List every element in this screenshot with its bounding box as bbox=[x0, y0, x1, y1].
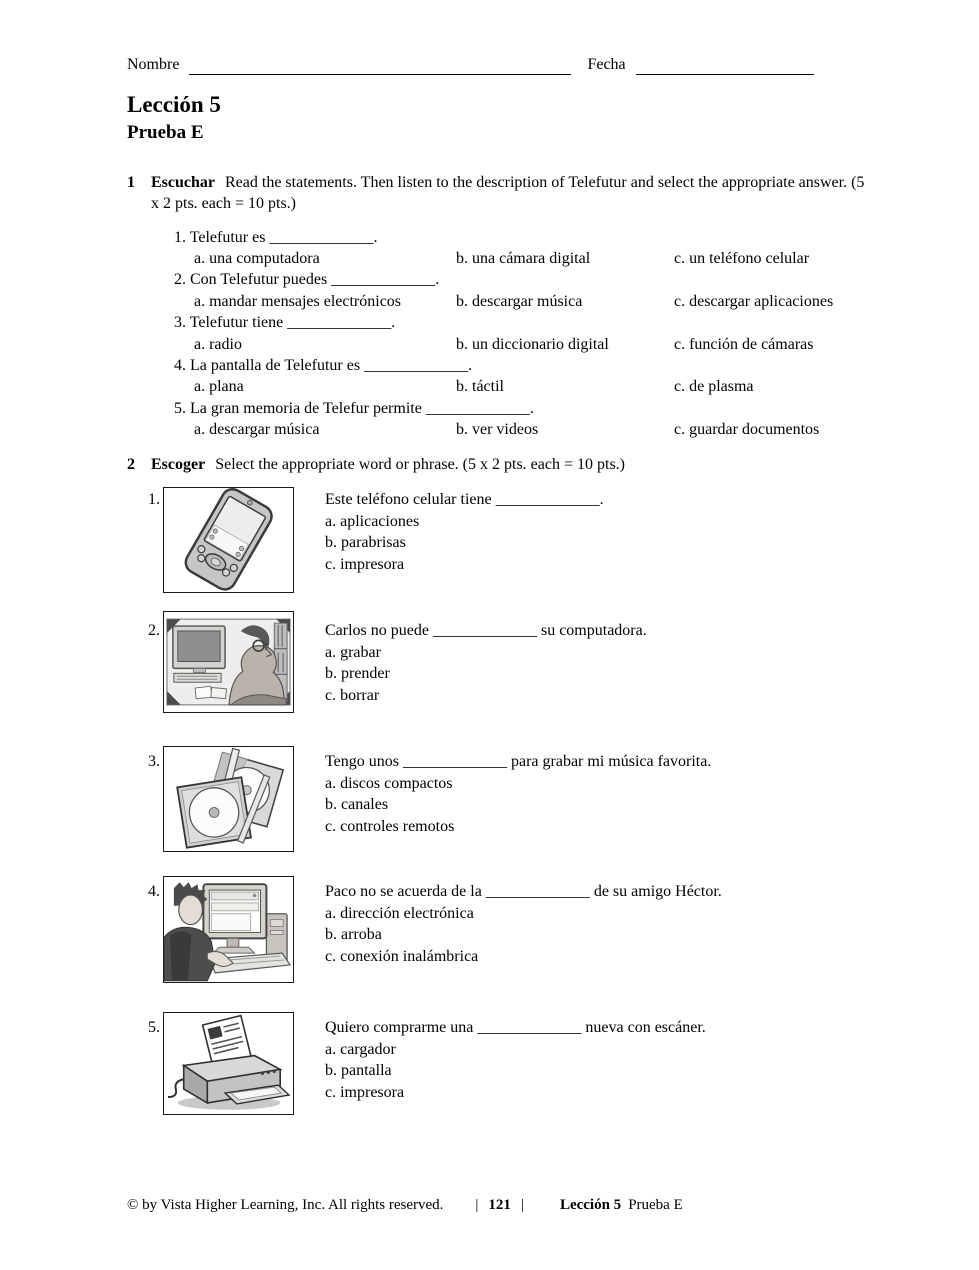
question-text: La pantalla de Telefutur es _____________. bbox=[190, 357, 473, 375]
name-blank-line bbox=[189, 59, 571, 75]
question-text: Telefutur tiene _____________. bbox=[189, 314, 396, 332]
option-a: a. descargar música bbox=[194, 421, 320, 439]
option-b: b. prender bbox=[325, 665, 390, 682]
section-escuchar bbox=[127, 172, 867, 441]
section-escoger bbox=[127, 454, 867, 475]
section-instructions bbox=[151, 454, 867, 475]
item-2-text bbox=[325, 620, 845, 706]
item-question: Quiero comprarme una _____________ nueva con escáner. bbox=[325, 1019, 706, 1036]
question-text: Telefutur es _____________. bbox=[189, 228, 378, 246]
question-text: Con Telefutur puedes _____________. bbox=[190, 271, 440, 289]
section-number: 2 bbox=[127, 456, 135, 473]
question-number: 1. bbox=[174, 228, 186, 246]
option-c: c. descargar aplicaciones bbox=[674, 292, 834, 310]
man-at-computer-image bbox=[163, 611, 294, 713]
person-typing-email-image bbox=[163, 876, 294, 983]
option-c: c. guardar documentos bbox=[674, 421, 820, 439]
footer-lesson-title: Lección 5 bbox=[559, 1197, 622, 1213]
question-4-options bbox=[174, 376, 867, 397]
compact-discs-image bbox=[163, 746, 294, 852]
item-number: 1. bbox=[148, 491, 160, 508]
name-date-row bbox=[127, 54, 827, 75]
person-typing-email-illustration bbox=[164, 877, 293, 982]
item-3-text bbox=[325, 751, 845, 837]
item-1-text bbox=[325, 489, 845, 575]
section-instructions bbox=[151, 172, 867, 215]
date-blank-line bbox=[636, 59, 814, 75]
option-c: c. función de cámaras bbox=[674, 335, 814, 353]
option-a: a. dirección electrónica bbox=[325, 904, 474, 922]
pda-cell-phone-illustration bbox=[164, 488, 293, 592]
option-b: b. un diccionario digital bbox=[456, 335, 609, 353]
question-5 bbox=[174, 398, 867, 419]
instructions-text: Read the statements. Then listen to the description of Telefutur and select the appropriate answer. (5 x 2 pts. each = 10 pts.) bbox=[151, 174, 865, 213]
question-1-options bbox=[174, 248, 867, 269]
page-footer bbox=[127, 1196, 683, 1216]
option-a: a. grabar bbox=[325, 643, 381, 661]
question-2 bbox=[174, 269, 867, 290]
lesson-title: Lección 5 bbox=[127, 92, 221, 117]
page-number: 121 bbox=[488, 1197, 511, 1213]
item-question: Carlos no puede _____________ su computadora. bbox=[325, 622, 647, 639]
option-c: c. un teléfono celular bbox=[674, 250, 810, 267]
item-number: 3. bbox=[148, 753, 160, 770]
option-a: a. mandar mensajes electrónicos bbox=[194, 292, 402, 310]
question-number: 3. bbox=[174, 314, 186, 332]
option-a: a. aplicaciones bbox=[325, 512, 420, 530]
footer-separator: | bbox=[475, 1197, 479, 1213]
instructions-text: Select the appropriate word or phrase. (5 x 2 pts. each = 10 pts.) bbox=[215, 456, 625, 473]
item-question: Este teléfono celular tiene _____________. bbox=[325, 491, 604, 508]
printer-image bbox=[163, 1012, 294, 1115]
section-title: Escuchar bbox=[151, 174, 215, 191]
question-list bbox=[174, 227, 867, 441]
question-3 bbox=[174, 312, 867, 333]
option-c: c. impresora bbox=[325, 555, 405, 573]
option-c: c. de plasma bbox=[674, 378, 754, 396]
section-title: Escoger bbox=[151, 456, 206, 473]
option-c: c. conexión inalámbrica bbox=[325, 947, 479, 965]
compact-discs-illustration bbox=[164, 747, 293, 851]
question-5-options bbox=[174, 419, 867, 440]
question-number: 2. bbox=[174, 271, 186, 289]
footer-separator: | bbox=[520, 1197, 524, 1213]
option-b: b. arroba bbox=[325, 926, 382, 943]
option-b: b. descargar música bbox=[456, 292, 583, 310]
question-number: 5. bbox=[174, 399, 186, 417]
option-c: c. impresora bbox=[325, 1083, 405, 1101]
question-text: La gran memoria de Telefur permite _____________. bbox=[190, 399, 534, 417]
item-number: 5. bbox=[148, 1019, 160, 1036]
item-number: 2. bbox=[148, 622, 160, 639]
option-b: b. ver videos bbox=[456, 421, 539, 439]
question-4 bbox=[174, 355, 867, 376]
date-label: Fecha bbox=[587, 56, 626, 73]
question-number: 4. bbox=[174, 357, 186, 375]
option-a: a. radio bbox=[194, 335, 242, 353]
item-5-text bbox=[325, 1017, 845, 1103]
question-3-options bbox=[174, 334, 867, 355]
quiz-title: Prueba E bbox=[127, 122, 204, 143]
man-at-computer-illustration bbox=[164, 612, 293, 712]
question-2-options bbox=[174, 291, 867, 312]
option-b: b. parabrisas bbox=[325, 534, 406, 551]
option-c: c. controles remotos bbox=[325, 817, 455, 835]
footer-quiz-title: Prueba E bbox=[628, 1197, 683, 1213]
option-b: b. pantalla bbox=[325, 1062, 392, 1079]
option-a: a. una computadora bbox=[194, 250, 320, 267]
option-a: a. plana bbox=[194, 378, 244, 396]
option-c: c. borrar bbox=[325, 686, 380, 704]
printer-illustration bbox=[164, 1013, 293, 1114]
pda-cell-phone-image bbox=[163, 487, 294, 593]
option-a: a. cargador bbox=[325, 1040, 396, 1058]
name-label: Nombre bbox=[127, 56, 180, 73]
option-b: b. canales bbox=[325, 796, 389, 813]
option-b: b. una cámara digital bbox=[456, 250, 591, 267]
item-number: 4. bbox=[148, 883, 160, 900]
option-a: a. discos compactos bbox=[325, 774, 453, 792]
copyright-text: © by Vista Higher Learning, Inc. All rights reserved. bbox=[127, 1197, 444, 1213]
option-b: b. táctil bbox=[456, 378, 504, 396]
question-1 bbox=[174, 227, 867, 248]
item-4-text bbox=[325, 881, 845, 967]
item-question: Paco no se acuerda de la _____________ de su amigo Héctor. bbox=[325, 883, 722, 900]
section-number: 1 bbox=[127, 174, 135, 191]
item-question: Tengo unos _____________ para grabar mi música favorita. bbox=[325, 753, 712, 770]
